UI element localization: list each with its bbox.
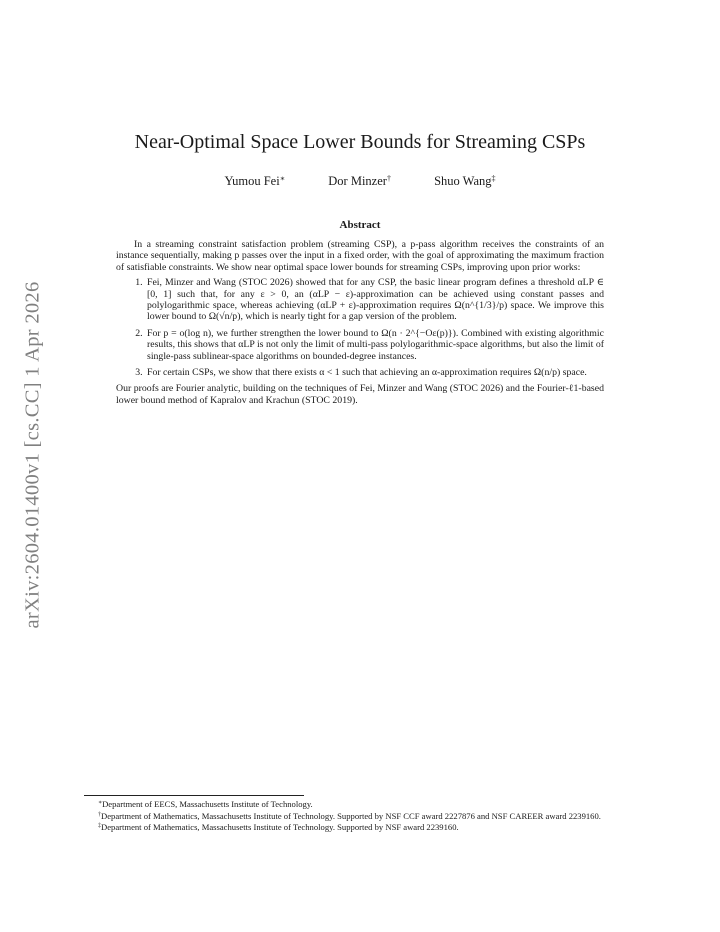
footnote — [84, 811, 636, 823]
footnote-text: Department of EECS, Massachusetts Institute of Technology. — [102, 799, 313, 809]
footnote-mark: ∗ — [98, 800, 103, 806]
author-footnote-mark: ‡ — [491, 174, 496, 183]
author-name: Shuo Wang — [434, 174, 492, 188]
abstract-closing: Our proofs are Fourier analytic, building on the techniques of Fei, Minzer and Wang (STOC 2026) and the Fourier-ℓ1-based lower bound method of Kapralov and Krachun (STOC 2019). — [116, 383, 604, 406]
list-item: 1. Fei, Minzer and Wang (STOC 2026) showed that for any CSP, the basic linear program defines a threshold αLP ∈ [0, 1] such that, for any ε > 0, an (αLP − ε)-approximation can be achieved using constant passes and polylogarithmic space, whereas achieving (αLP + ε)-approximation requires Ω(n^{1/3}/p) space. We improve this lower bound to Ω(√n/p), which is nearly tight for a gap version of the problem. — [145, 277, 604, 323]
abstract-heading: Abstract — [339, 219, 381, 231]
author-footnote-mark: † — [386, 174, 391, 183]
abstract-intro: In a streaming constraint satisfaction problem (streaming CSP), a p-pass algorithm receives the constraints of an instance sequentially, making p passes over the input in a fixed order, with the goal of approximating the maximum fraction of satisfiable constraints. We show near optimal space lower bounds for streaming CSPs, improving upon prior works: — [116, 239, 604, 273]
footnote — [84, 799, 636, 811]
footnote-text: Department of Mathematics, Massachusetts Institute of Technology. Supported by NSF CCF award 2227876 and NSF CAREER award 2239160. — [101, 810, 601, 821]
arxiv-identifier-text: arXiv:2604.01400v1 [cs.CC] 1 Apr 2026 — [21, 281, 44, 629]
footnote-mark: † — [98, 811, 101, 818]
contribution-list — [116, 277, 604, 378]
paper-title: Near-Optimal Space Lower Bounds for Streaming CSPs — [134, 131, 586, 153]
footnote — [84, 822, 636, 834]
footnote-text: Department of Mathematics, Massachusetts Institute of Technology. Supported by NSF award 2239160. — [101, 822, 459, 833]
list-item: 2. For p = o(log n), we further strengthen the lower bound to Ω(n · 2^{−Oε(p)}). Combined with existing algorithmic results, this shows that αLP is not only the limit of multi-pass polylogarithmic-space algorithms, but also the limit of single-pass sublinear-space algorithms on bounded-degree instances. — [145, 328, 604, 362]
author — [224, 174, 285, 189]
author — [434, 174, 495, 189]
list-item: 3. For certain CSPs, we show that there exists α < 1 such that achieving an α-approximation requires Ω(n/p) space. — [145, 367, 604, 378]
footnote-mark: ‡ — [98, 823, 101, 830]
abstract-body — [116, 239, 604, 406]
author-name: Yumou Fei — [224, 174, 280, 188]
author-list — [0, 174, 720, 189]
footnote-divider — [84, 795, 304, 796]
author — [328, 174, 391, 189]
arxiv-identifier — [18, 265, 48, 645]
author-footnote-mark: ∗ — [279, 174, 286, 183]
footnotes — [84, 799, 636, 834]
author-name: Dor Minzer — [328, 174, 387, 188]
